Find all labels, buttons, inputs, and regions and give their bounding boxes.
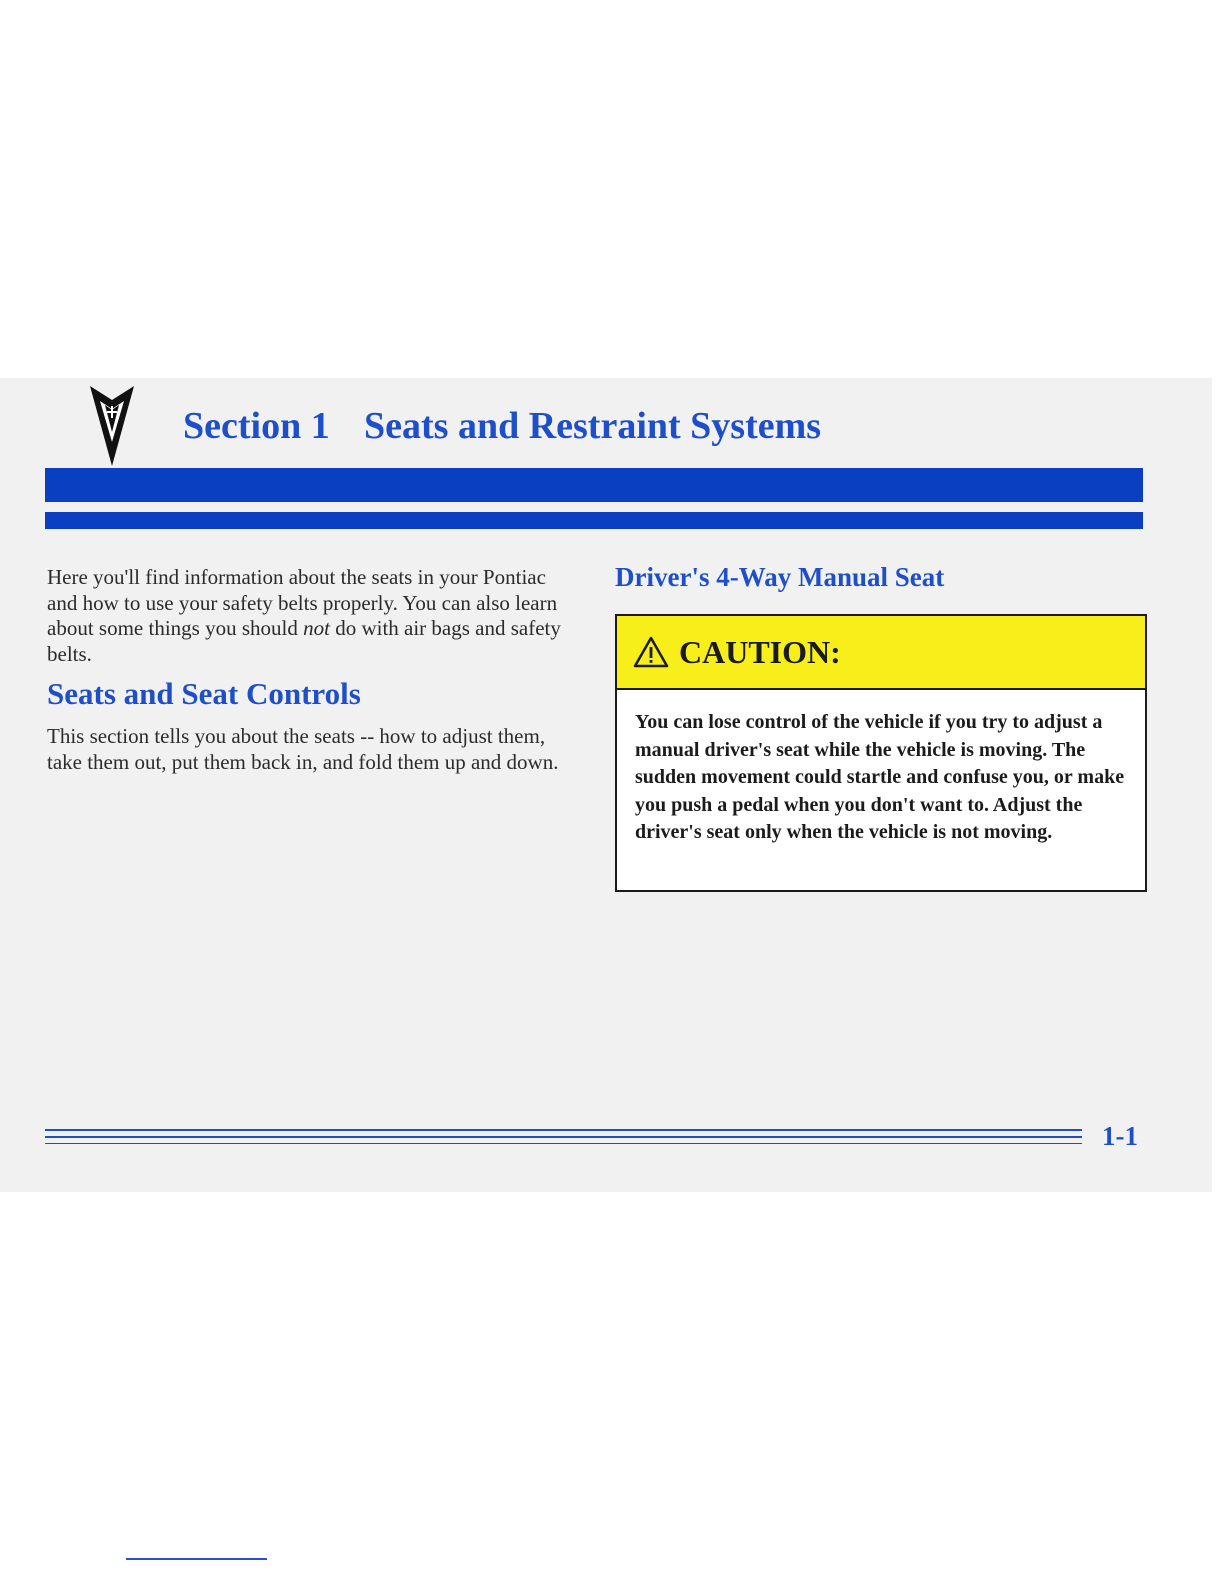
pontiac-arrowhead-logo xyxy=(90,384,134,468)
caution-header xyxy=(617,616,1145,690)
caution-text: You can lose control of the vehicle if you try to adjust a manual driver's seat while the vehicle is moving. The sudden movement could startle and confuse you, or make you push a pedal when you don't want to. Adjust the driver's seat only when the vehicle is not moving. xyxy=(635,711,1125,843)
intro-text-end: do with air bags and safety belts. xyxy=(47,616,561,666)
page-number: 1-1 xyxy=(1102,1121,1138,1151)
seats-paragraph: This section tells you about the seats -- how to adjust them, take them out, put them back in, and fold them up and down. xyxy=(47,724,559,774)
caution-box xyxy=(615,614,1147,892)
seats-heading: Seats and Seat Controls xyxy=(47,676,361,711)
intro-text: Here you'll find information about the seats in your Pontiac and how to use your safety belts properly. You can also learn about some things you should xyxy=(47,565,558,640)
footer-rule xyxy=(45,1136,1082,1138)
caution-label: CAUTION: xyxy=(679,633,841,670)
section-number: Section 1 xyxy=(183,405,330,447)
drivers-seat-heading: Driver's 4-Way Manual Seat xyxy=(615,562,945,592)
section-title xyxy=(183,404,821,448)
footer-rule xyxy=(45,1129,1082,1131)
footer-rule xyxy=(45,1143,1082,1144)
warning-triangle-icon xyxy=(633,636,669,668)
intro-paragraph xyxy=(47,565,577,667)
header-band-thin xyxy=(45,512,1143,529)
section-name: Seats and Restraint Systems xyxy=(364,405,822,447)
intro-emphasis: not xyxy=(303,616,330,640)
header-band xyxy=(45,468,1143,502)
footer-link-underline xyxy=(126,1558,267,1560)
